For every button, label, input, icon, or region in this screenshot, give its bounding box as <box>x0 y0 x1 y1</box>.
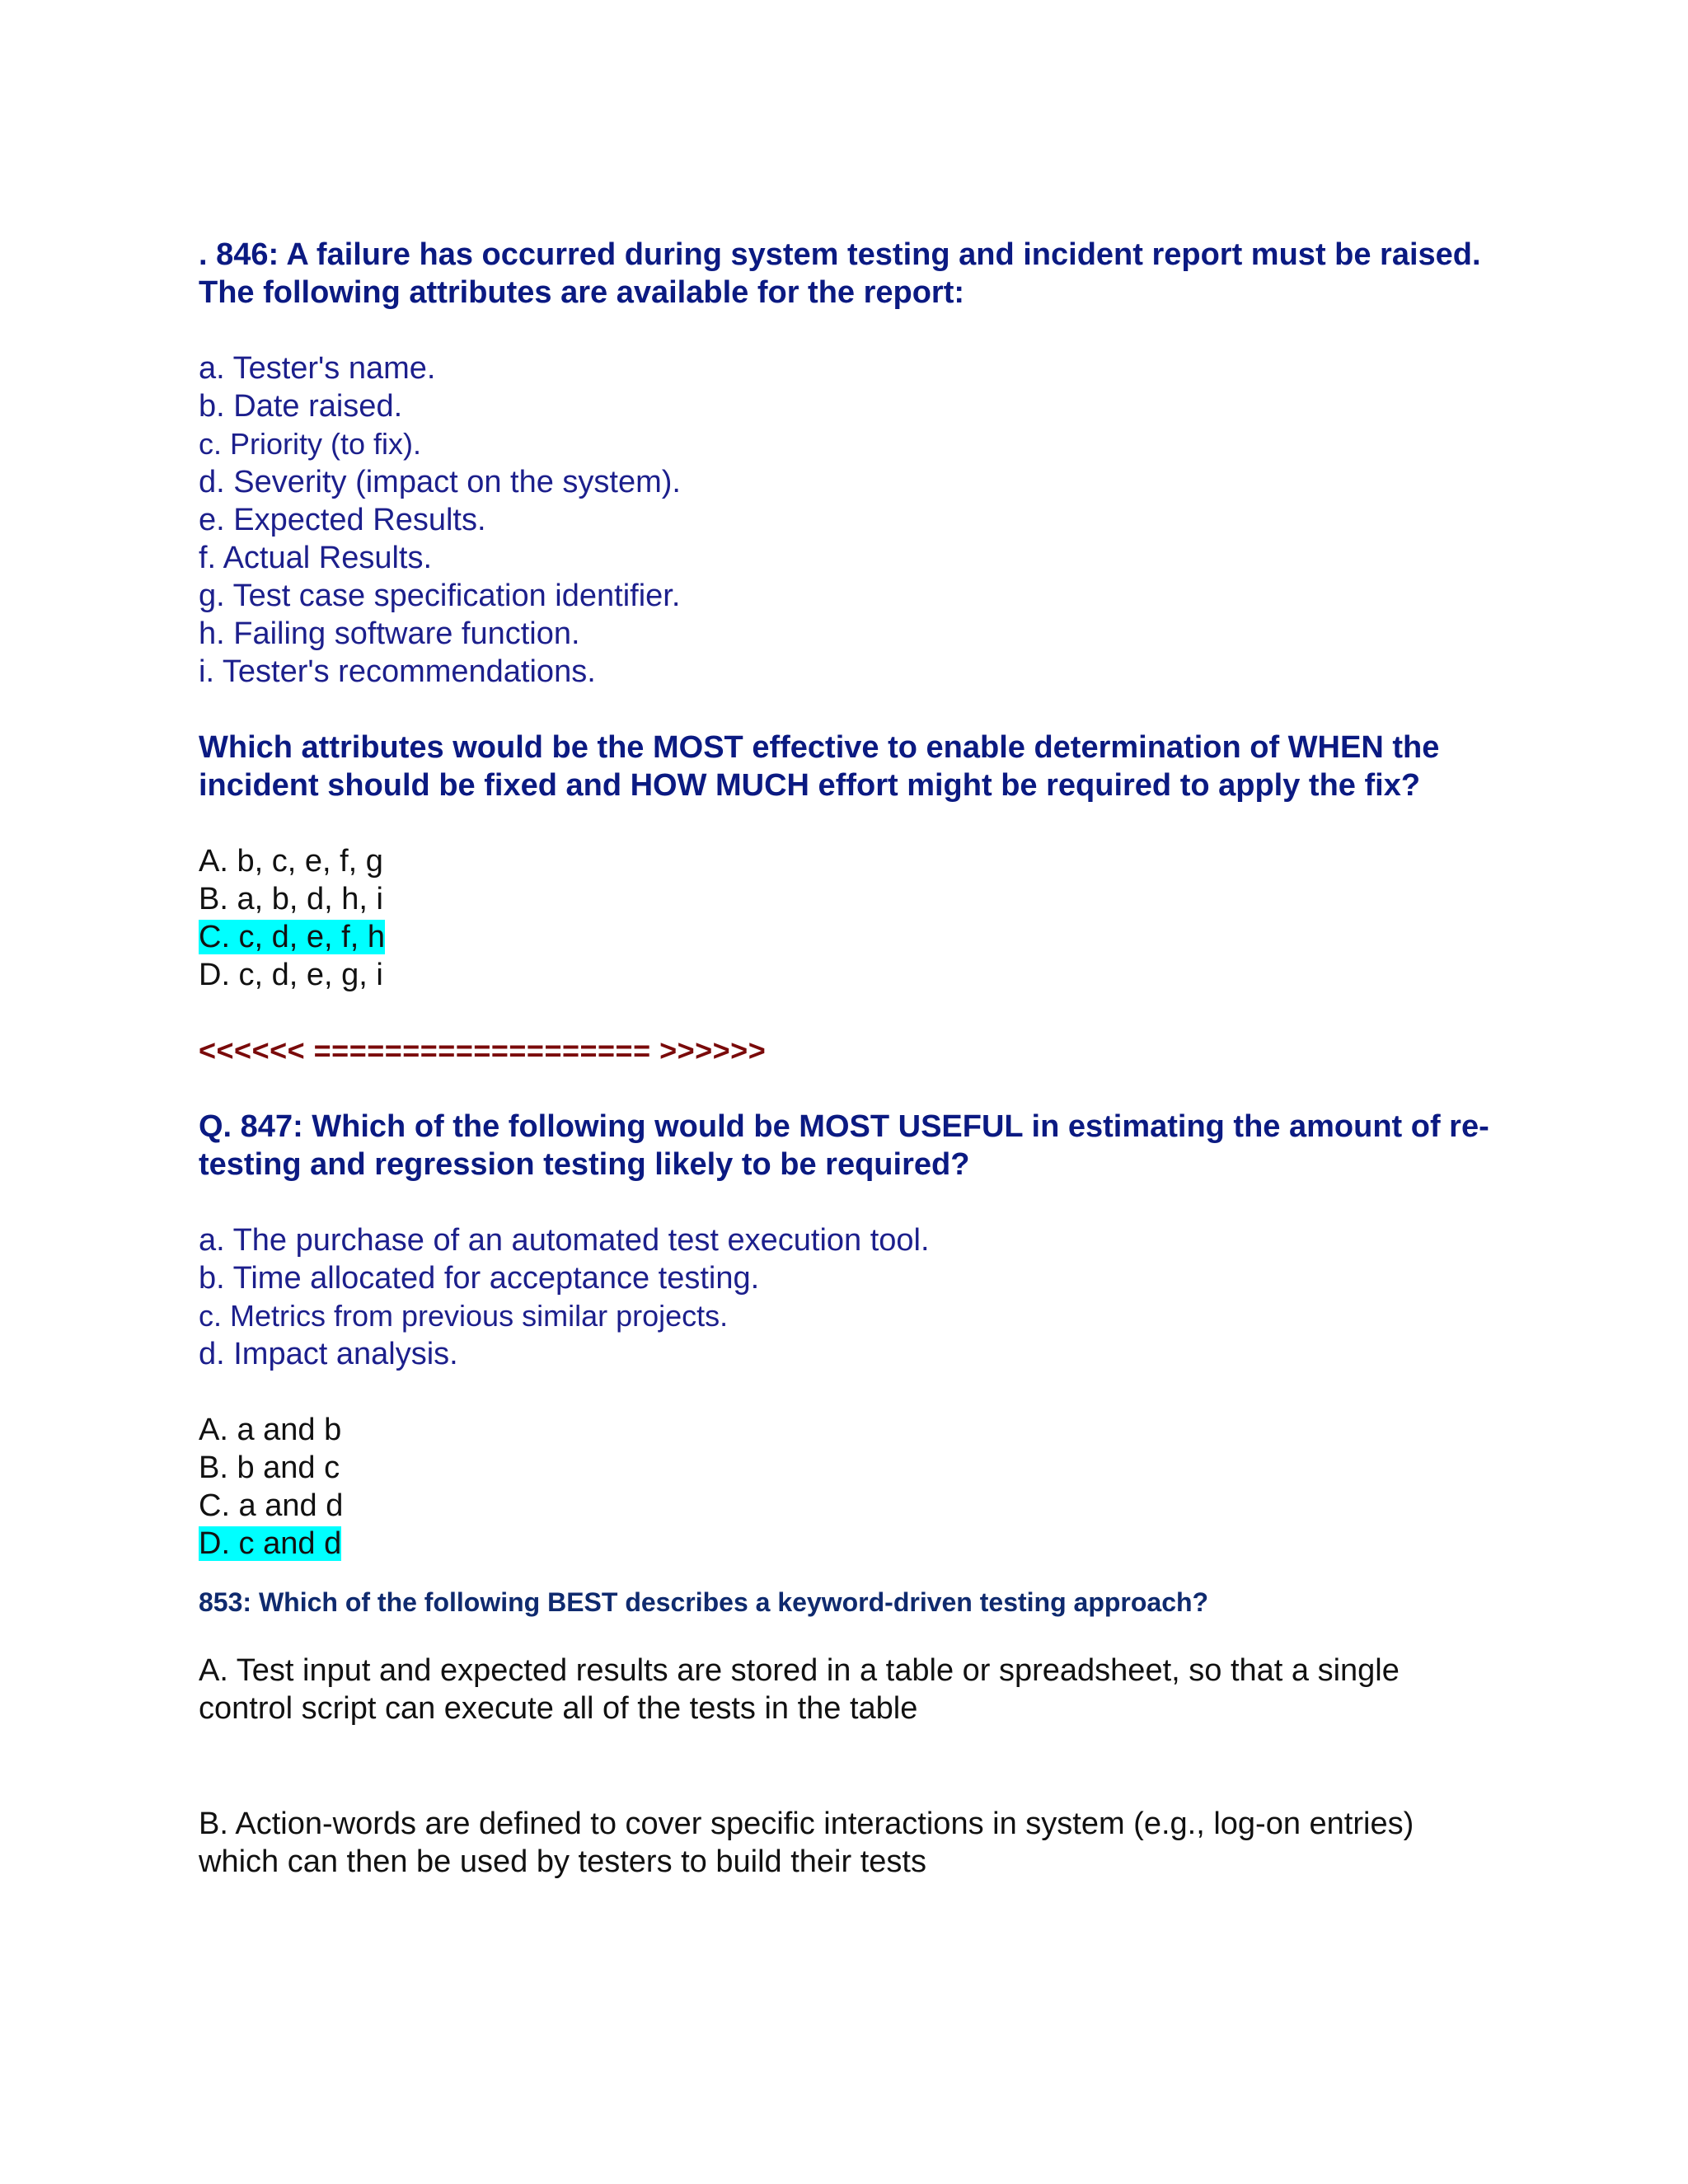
answer-option-highlighted <box>199 918 1501 956</box>
question-846-prompt: Which attributes would be the MOST effective to enable determination of WHEN the incident should be fixed and HOW MUCH effort might be required to apply the fix? <box>199 730 1440 803</box>
answer-option <box>199 1487 1501 1525</box>
attribute-i: i. Tester's recommendations. <box>199 654 596 689</box>
question-846-attribute-list <box>199 349 1501 691</box>
item-a: a. The purchase of an automated test execution tool. <box>199 1223 930 1258</box>
item-d: d. Impact analysis. <box>199 1337 458 1371</box>
answer-option <box>199 1449 1501 1487</box>
attribute-c: c. Priority (to fix). <box>199 427 422 461</box>
question-separator: <<<<<< =================== >>>>>> <box>199 1033 767 1067</box>
attribute-f: f. Actual Results. <box>199 541 433 575</box>
attribute-b: b. Date raised. <box>199 389 403 424</box>
attribute-a: a. Tester's name. <box>199 351 436 386</box>
answer-option-text: A. b, c, e, f, g <box>199 844 383 879</box>
answer-option-text: A. a and b <box>199 1413 342 1447</box>
answer-option <box>199 842 1501 880</box>
answer-option <box>199 956 1501 994</box>
attribute-e: e. Expected Results. <box>199 503 486 537</box>
answer-option-text: B. b and c <box>199 1451 340 1485</box>
question-846-title: . 846: A failure has occurred during system testing and incident report must be raised. The following attributes are available for the report: <box>199 237 1481 310</box>
attribute-d: d. Severity (impact on the system). <box>199 465 681 499</box>
question-846-answer-list <box>199 842 1501 994</box>
question-847-title: Q. 847: Which of the following would be MOST USEFUL in estimating the amount of re-testing and regression testing likely to be required? <box>199 1109 1489 1182</box>
answer-option-highlighted <box>199 1525 1501 1563</box>
attribute-g: g. Test case specification identifier. <box>199 579 681 613</box>
document-page <box>199 236 1501 1881</box>
highlighted-answer-text: D. c and d <box>199 1526 342 1561</box>
item-c: c. Metrics from previous similar projects. <box>199 1299 729 1333</box>
answer-option <box>199 880 1501 918</box>
answer-option-text: C. a and d <box>199 1488 344 1523</box>
answer-option-text: B. a, b, d, h, i <box>199 882 383 916</box>
question-853-option-b: B. Action-words are defined to cover specific interactions in system (e.g., log-on entries) which can then be used by testers to build their tests <box>199 1807 1414 1879</box>
question-853-title: 853: Which of the following BEST describes a keyword-driven testing approach? <box>199 1587 1209 1617</box>
attribute-h: h. Failing software function. <box>199 616 580 651</box>
question-853-option-a: A. Test input and expected results are stored in a table or spreadsheet, so that a single control script can execute all of the tests in the table <box>199 1653 1400 1726</box>
answer-option <box>199 1411 1501 1449</box>
question-847-answer-list <box>199 1411 1501 1563</box>
answer-option-text: D. c, d, e, g, i <box>199 958 383 992</box>
item-b: b. Time allocated for acceptance testing. <box>199 1261 760 1296</box>
highlighted-answer-text: C. c, d, e, f, h <box>199 920 385 954</box>
question-847-item-list <box>199 1221 1501 1373</box>
